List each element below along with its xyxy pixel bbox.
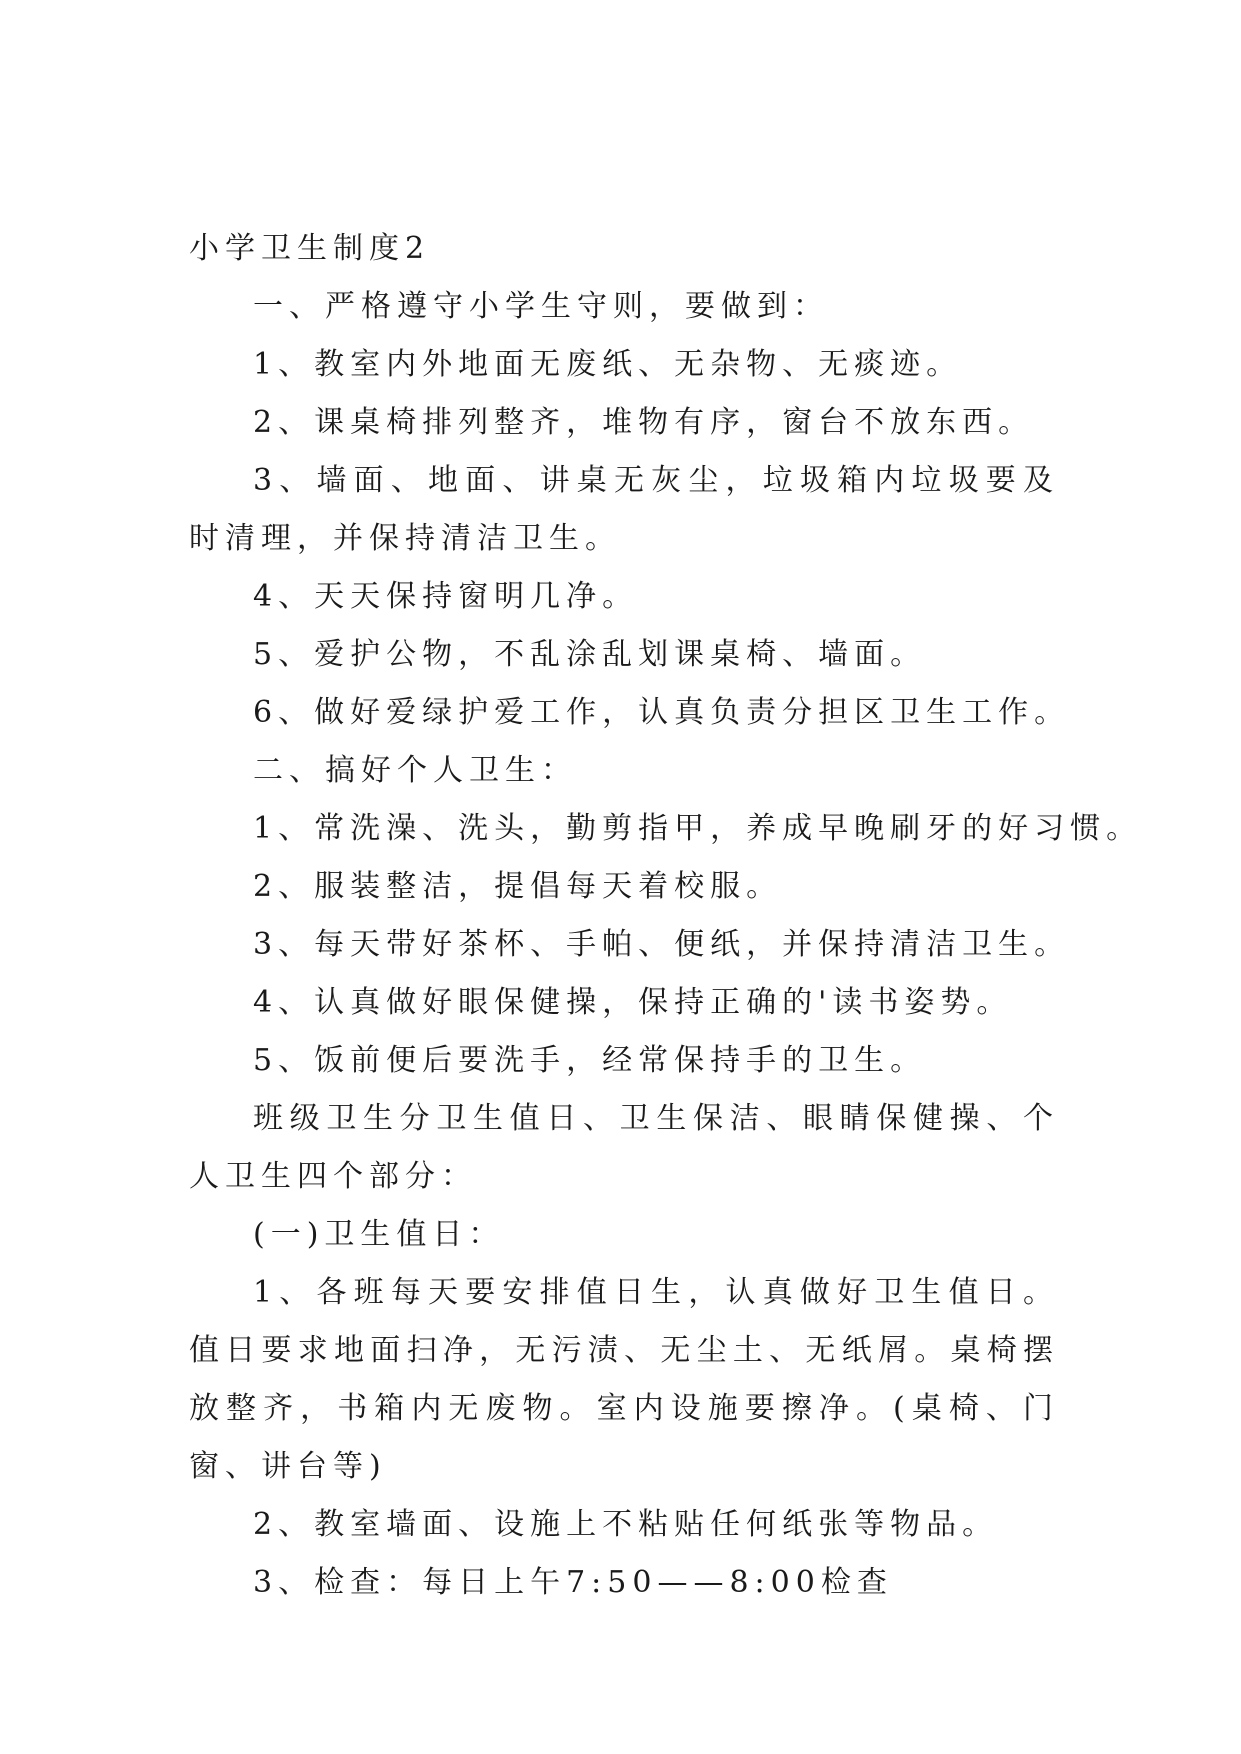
paragraph: 5、饭前便后要洗手，经常保持手的卫生。 [253,1043,927,1078]
paragraph: 3、检查：每日上午7:50——8:00检查 [253,1565,893,1600]
paragraph: 班级卫生分卫生值日、卫生保洁、眼睛保健操、个人卫生四个部分： [189,1101,1059,1194]
paragraph: 3、墙面、地面、讲桌无灰尘，垃圾箱内垃圾要及时清理，并保持清洁卫生。 [189,463,1059,556]
subsection-heading: (一)卫生值日： [253,1217,505,1252]
paragraph: 1、各班每天要安排值日生，认真做好卫生值日。值日要求地面扫净，无污渍、无尘土、无纸屑。桌椅摆放整齐，书箱内无废物。室内设施要擦净。(桌椅、门窗、讲台等) [189,1275,1059,1484]
paragraph: 2、服装整洁，提倡每天着校服。 [253,869,783,904]
paragraph: 5、爱护公物，不乱涂乱划课桌椅、墙面。 [253,637,927,672]
paragraph: 4、天天保持窗明几净。 [253,579,639,614]
section-heading-2: 二、搞好个人卫生： [253,753,577,788]
paragraph: 1、常洗澡、洗头，勤剪指甲，养成早晚刷牙的好习惯。 [253,811,1143,846]
paragraph: 1、教室内外地面无废纸、无杂物、无痰迹。 [253,347,963,382]
paragraph: 2、教室墙面、设施上不粘贴任何纸张等物品。 [253,1507,999,1542]
paragraph: 2、课桌椅排列整齐，堆物有序，窗台不放东西。 [253,405,1035,440]
paragraph: 4、认真做好眼保健操，保持正确的'读书姿势。 [253,985,1013,1020]
document-body [189,220,1143,1612]
paragraph: 3、每天带好茶杯、手帕、便纸，并保持清洁卫生。 [253,927,1071,962]
document-title: 小学卫生制度2 [189,231,431,266]
paragraph: 6、做好爱绿护爱工作，认真负责分担区卫生工作。 [253,695,1071,730]
section-heading-1: 一、严格遵守小学生守则，要做到： [253,289,829,324]
